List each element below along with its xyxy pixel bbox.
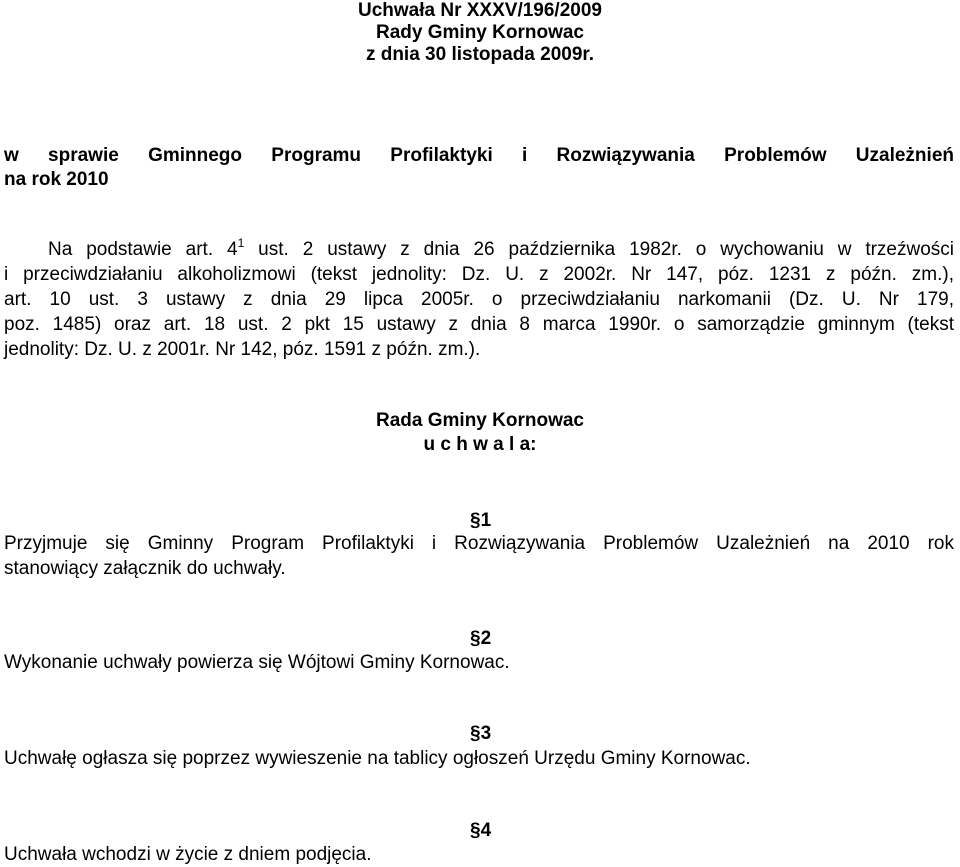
resolution-date: z dnia 30 listopada 2009r. [365,44,595,65]
legal-basis-line-4: poz. 1485) oraz art. 18 ust. 2 pkt 15 ustawy z dnia 8 marca 1990r. o samorządzie gminnym (tekst [4,314,954,335]
section-sign-icon: § [470,723,481,744]
subject-line-2: na rok 2010 [4,169,109,190]
section-4-number: §4 [470,820,492,841]
section-1-text-line-2: stanowiący załącznik do uchwały. [4,558,286,579]
section-1-text-line-1: Przyjmuje się Gminny Program Profilaktyki i Rozwiązywania Problemów Uzależnień na 2010 rok [4,533,954,554]
legal-basis-line-1: Na podstawie art. $4^1$ ust. 2 ustawy z dnia 26 października 1982r. o wychowaniu w trzeźwości [48,236,954,260]
section-sign-icon: § [470,510,481,531]
legal-basis-line-2: i przeciwdziałaniu alkoholizmowi (tekst jednolity: Dz. U. z 2002r. Nr 147, póz. 1231 z późn. zm.), [4,264,954,285]
council-heading: Rada Gminy Kornowac [376,410,584,431]
section-2-number: §2 [470,628,492,649]
section-3-number: §3 [470,723,492,744]
section-2-text: Wykonanie uchwały powierza się Wójtowi Gminy Kornowac. [4,652,510,673]
legal-basis-line-5: jednolity: Dz. U. z 2001r. Nr 142, póz. 1591 z późn. zm.). [4,339,481,360]
section-4-text: Uchwała wchodzi w życie z dniem podjęcia. [4,844,372,865]
subject-line-1: w sprawie Gminnego Programu Profilaktyki i Rozwiązywania Problemów Uzależnień [4,145,954,166]
section-sign-icon: § [470,820,481,841]
superscript: 1 [237,236,245,250]
legal-basis-line-3: art. 10 ust. 3 ustawy z dnia 29 lipca 2005r. o przeciwdziałaniu narkomanii (Dz. U. Nr 179, [4,289,954,310]
council-name: Rady Gminy Kornowac [376,22,584,43]
section-1-number: §1 [470,510,492,531]
section-sign-icon: § [470,628,481,649]
resolves-heading: u c h w a l a: [423,434,537,455]
resolution-title: Uchwała Nr XXXV/196/2009 [358,0,602,21]
section-3-text: Uchwałę ogłasza się poprzez wywieszenie na tablicy ogłoszeń Urzędu Gminy Kornowac. [4,748,751,769]
